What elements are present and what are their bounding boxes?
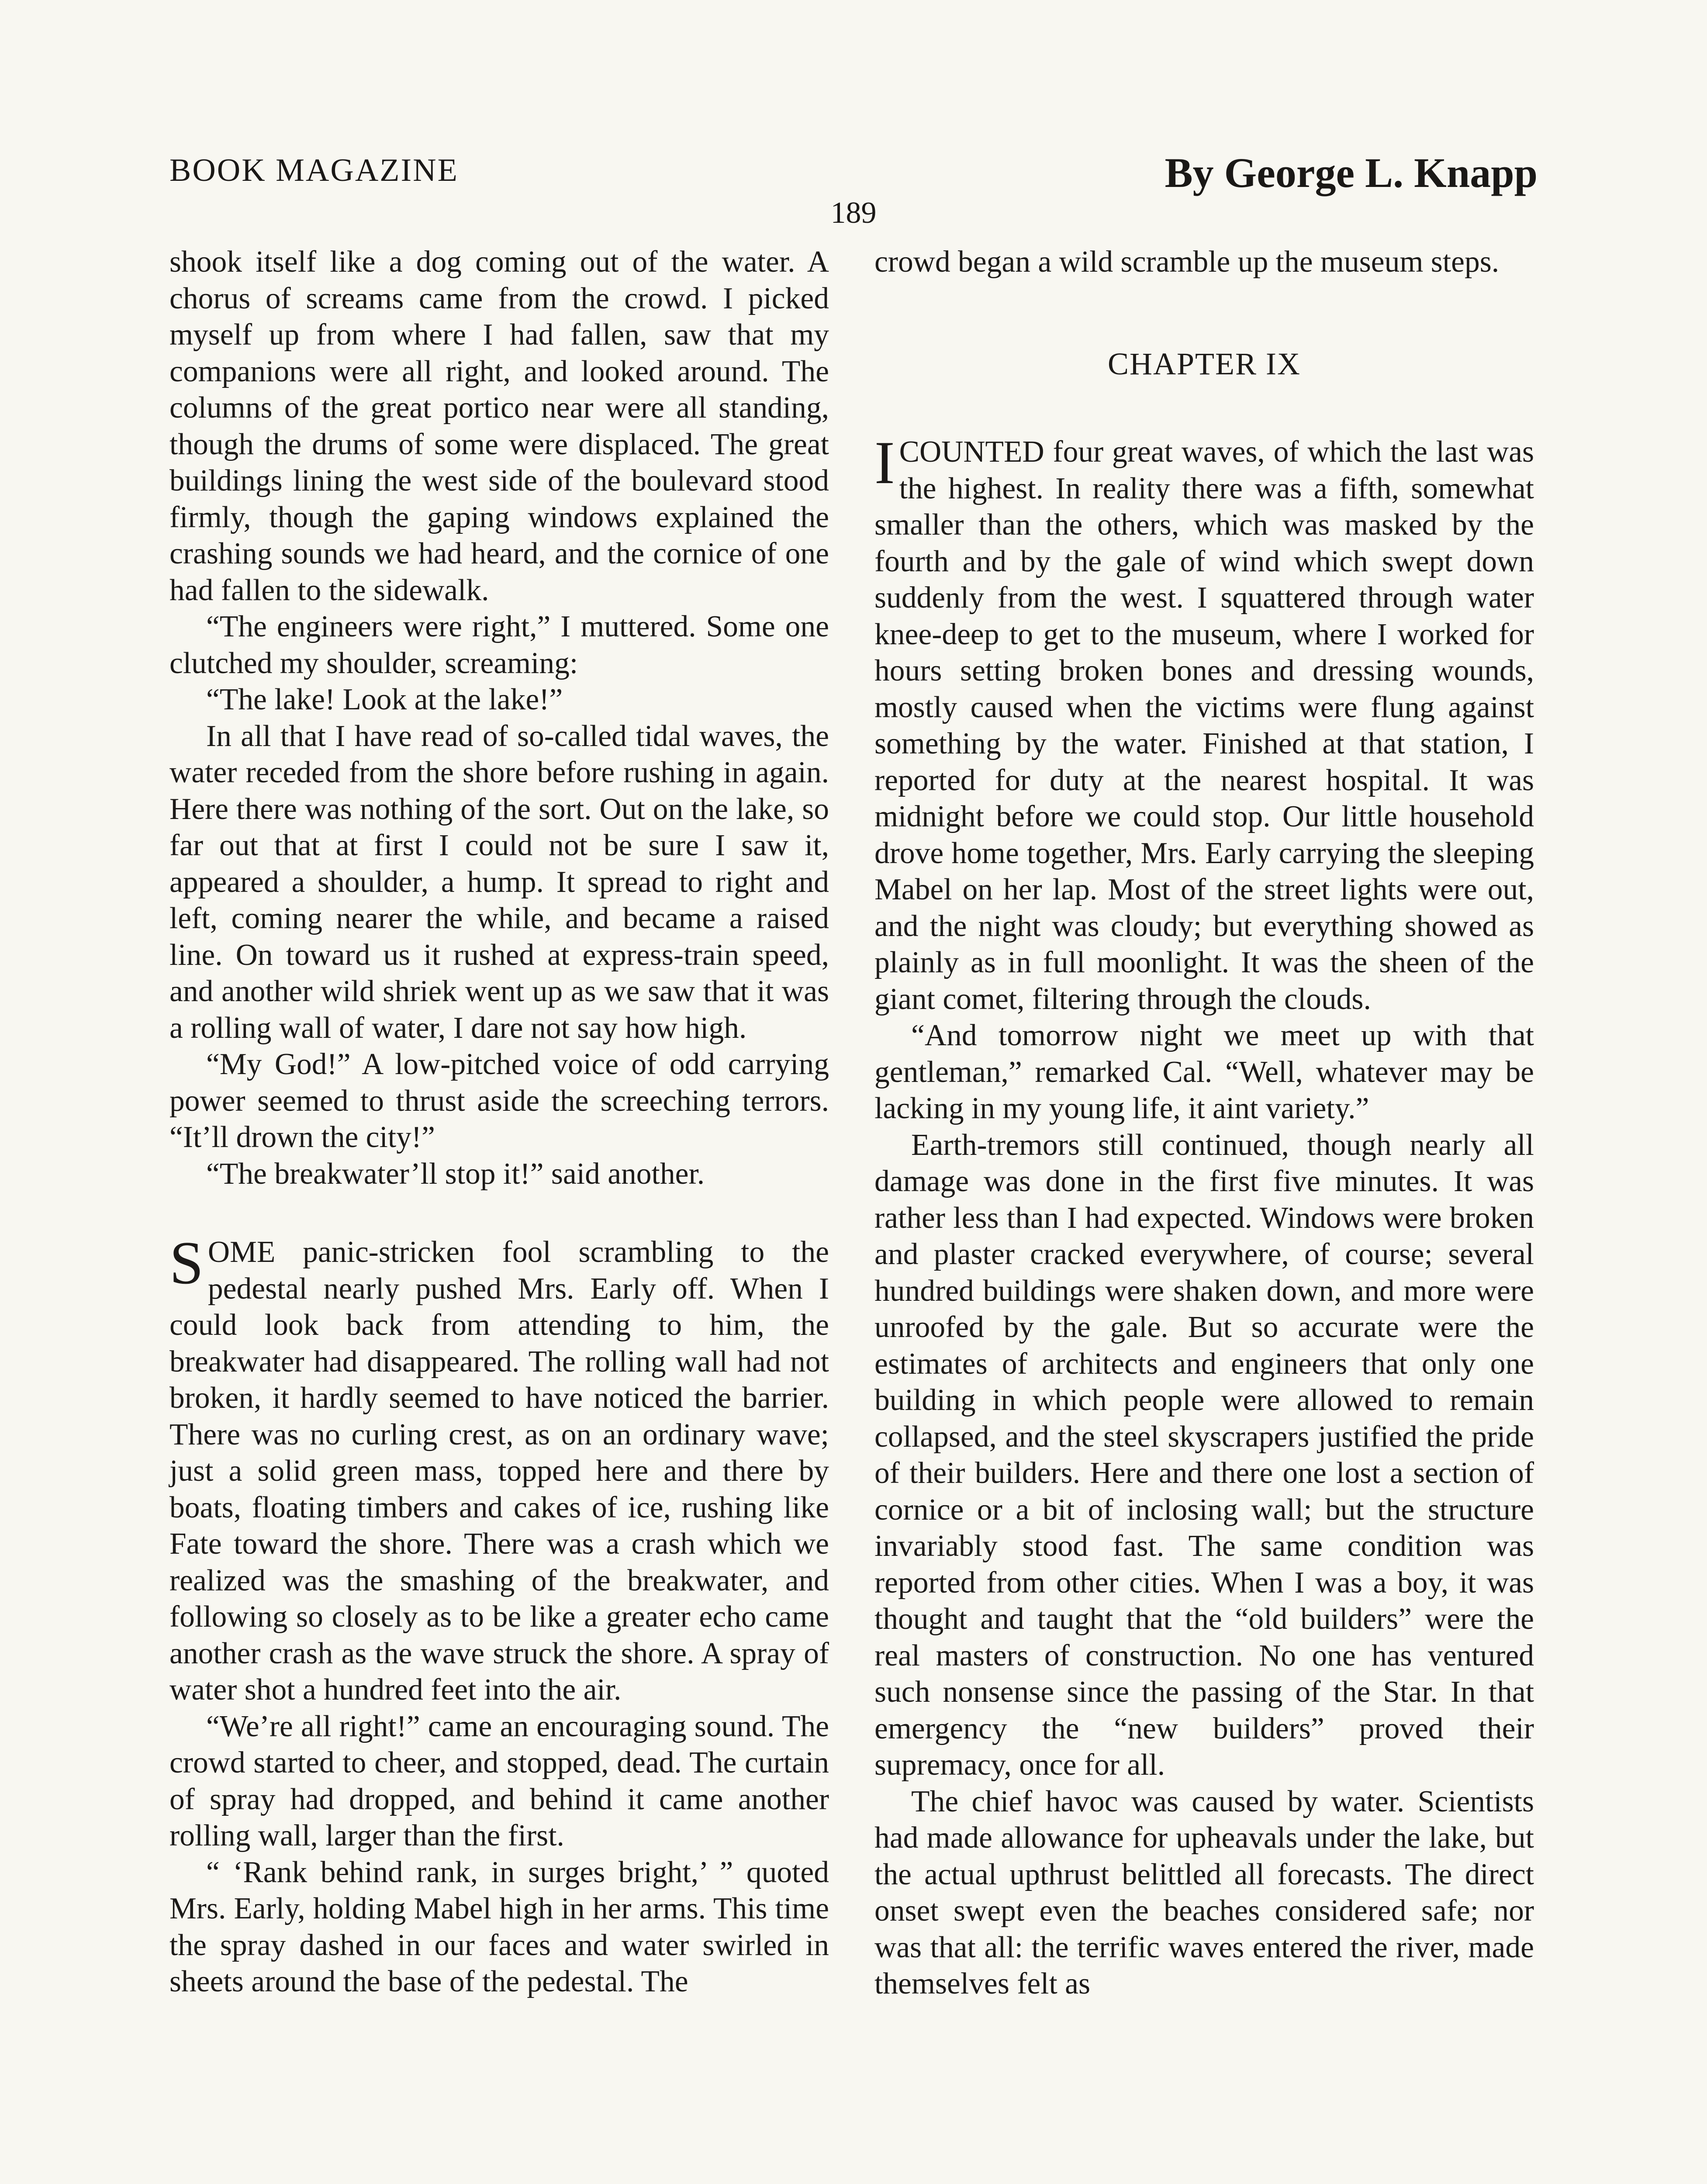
paragraph: “We’re all right!” came an encouraging sound. The crowd started to cheer, and stopped, dead. The curtain of spray had dropped, and behind it came another rolling wall, larger than the first. <box>169 1709 829 1852</box>
section-opening-paragraph <box>169 1229 829 1708</box>
running-header-author: By George L. Knapp <box>1164 149 1538 196</box>
paragraph: shook itself like a dog coming out of the water. A chorus of screams came from the crowd. I picked myself up from where I had fallen, saw that my companions were all right, and looked around. The columns of the great portico near were all standing, though the drums of some were displaced. The great buildings lining the west side of the boulevard stood firmly, though the gaping windows explained the crashing sounds we had heard, and the cornice of one had fallen to the sidewalk. <box>169 245 829 607</box>
paragraph: “The engineers were right,” I muttered. Some one clutched my shoulder, screaming: <box>169 610 829 680</box>
section-opening-text: OME panic-stricken fool scrambling to the pedestal nearly pushed Mrs. Early off. When I could look back from attending to him, the breakwater had disappeared. The rolling wall had not broken, it hardly seemed to have noticed the barrier. There was no curling crest, as on an ordinary wave; just a solid green mass, topped here and there by boats, floating timbers and cakes of ice, rushing like Fate toward the shore. There was a crash which we realized was the smashing of the breakwater, and following so closely as to be like a greater echo came another crash as the wave struck the shore. A spray of water shot a hundred feet into the air. <box>169 1235 829 1707</box>
paragraph: “My God!” A low-pitched voice of odd carrying power seemed to thrust aside the screeching terrors. “It’ll drown the city!” <box>169 1047 829 1154</box>
drop-cap: I <box>874 429 895 497</box>
right-column <box>874 244 1534 2002</box>
paragraph: The chief havoc was caused by water. Scientists had made allowance for upheavals under the lake, but the actual upthrust belittled all forecasts. The direct onset swept even the beaches considered safe; nor was that all: the terrific waves entered the river, made themselves felt as <box>874 1784 1534 2001</box>
chapter-opening-text: COUNTED four great waves, of which the last was the highest. In reality there was a fifth, somewhat smaller than the others, which was masked by the fourth and by the gale of wind which swept down suddenly from the west. I squattered through water knee-deep to get to the museum, where I worked for hours setting broken bones and dressing wounds, mostly caused when the victims were flung against something by the water. Finished at that station, I reported for duty at the nearest hospital. It was midnight before we could stop. Our little household drove home together, Mrs. Early carrying the sleeping Mabel on her lap. Most of the street lights were out, and the night was cloudy; but everything showed as plainly as in full moonlight. It was the sheen of the giant comet, filtering through the clouds. <box>874 435 1534 1016</box>
left-column <box>169 244 829 2000</box>
paragraph: In all that I have read of so-called tidal waves, the water receded from the shore before rushing in again. Here there was nothing of the sort. Out on the lake, so far out that at first I could not be sure I saw it, appeared a shoulder, a hump. It spread to right and left, coming nearer the while, and became a raised line. On toward us it rushed at express-train speed, and another wild shriek went up as we saw that it was a rolling wall of water, I dare not say how high. <box>169 719 829 1045</box>
running-header-title: BOOK MAGAZINE <box>169 152 459 188</box>
paragraph: “The breakwater’ll stop it!” said another. <box>206 1157 705 1191</box>
page-number: 189 <box>830 196 877 230</box>
paragraph: Earth-tremors still continued, though nearly all damage was done in the first five minutes. It was rather less than I had expected. Windows were broken and plaster cracked everywhere, of course; several hundred buildings were shaken down, and more were unroofed by the gale. But so accurate were the estimates of architects and engineers that only one building in which people were allowed to remain collapsed, and the steel skyscrapers justified the pride of their builders. Here and there one lost a section of cornice or a bit of inclosing wall; but the structure invariably stood fast. The same condition was reported from other cities. When I was a boy, it was thought and taught that the “old builders” were the real masters of construction. No one has ventured such nonsense since the passing of the Star. In that emergency the “new builders” proved their supremacy, once for all. <box>874 1128 1534 1782</box>
chapter-opening-paragraph <box>874 429 1534 1017</box>
paragraph: “The lake! Look at the lake!” <box>206 683 563 716</box>
drop-cap: S <box>169 1229 204 1297</box>
chapter-heading: CHAPTER IX <box>1107 346 1301 381</box>
paragraph: “ ‘Rank behind rank, in surges bright,’ ” quoted Mrs. Early, holding Mabel high in her arms. This time the spray dashed in our faces and water swirled in sheets around the base of the pedestal. The <box>169 1855 829 1998</box>
paragraph: crowd began a wild scramble up the museum steps. <box>874 245 1500 279</box>
paragraph: “And tomorrow night we meet up with that gentleman,” remarked Cal. “Well, whatever may be lacking in my young life, it aint variety.” <box>874 1019 1534 1125</box>
